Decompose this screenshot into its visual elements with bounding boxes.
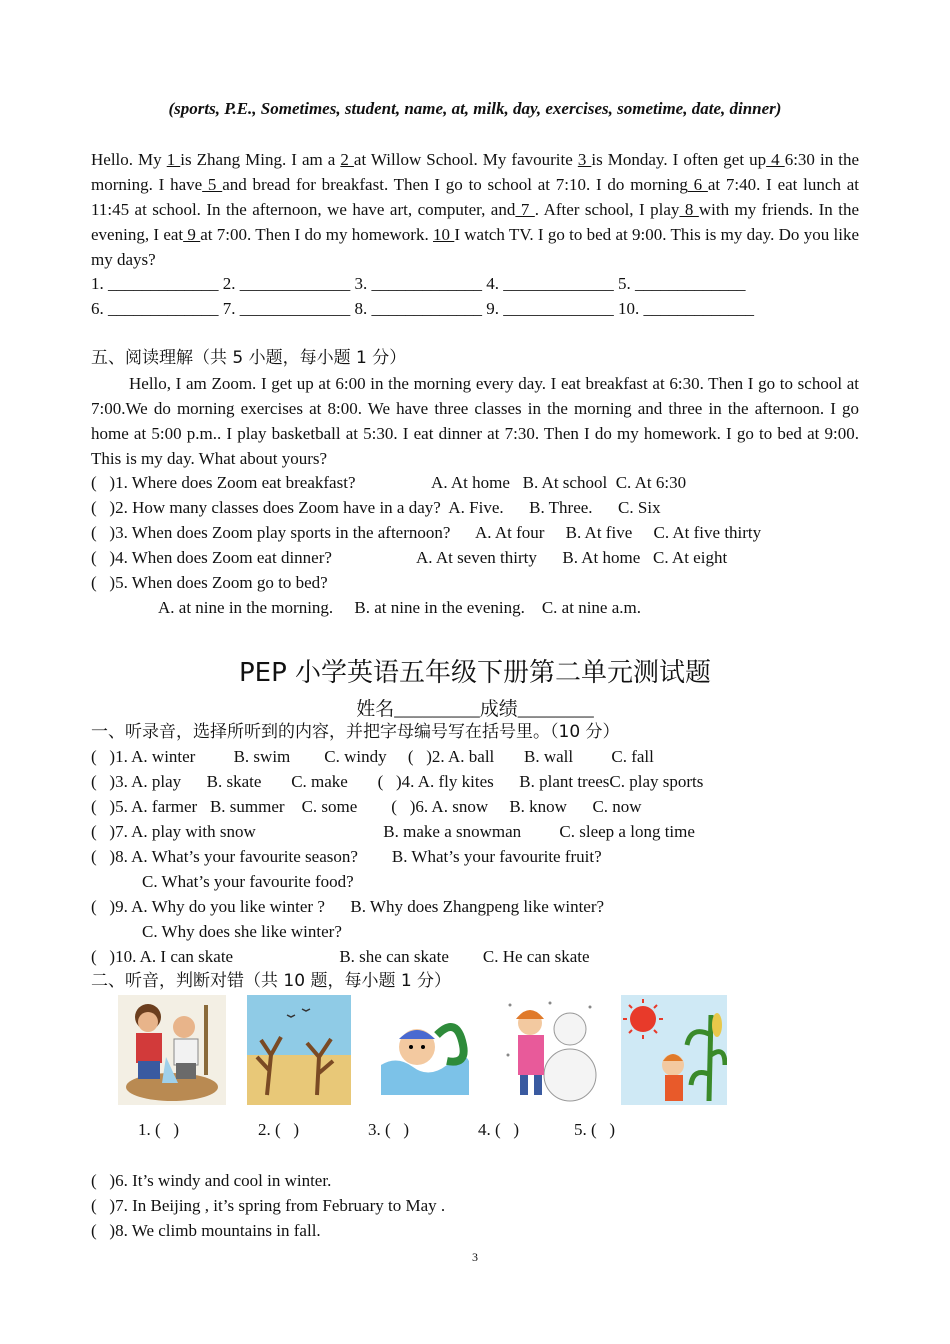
kids-planting-tree-image bbox=[118, 995, 226, 1105]
listening1-heading: 一、听录音，选择所听到的内容，并把字母编号写在括号里。（10 分） bbox=[91, 722, 620, 742]
judge-q8[interactable]: ( )8. We climb mountains in fall. bbox=[91, 1221, 321, 1240]
reading-q1[interactable]: ( )1. Where does Zoom eat breakfast? A. At home B. At school C. At 6:30 bbox=[91, 473, 687, 492]
reading-q2[interactable]: ( )2. How many classes does Zoom have in a day? A. Five. B. Three. C. Six bbox=[91, 498, 661, 517]
listening2-heading: 二、听音，判断对错（共 10 题，每小题 1 分） bbox=[91, 971, 452, 991]
blank-2: 2 bbox=[340, 150, 354, 169]
pic-label-4[interactable]: 4. ( ) bbox=[478, 1120, 520, 1139]
blank-3: 3 bbox=[577, 150, 592, 169]
listen-q10[interactable]: ( )10. A. I can skate B. she can skate C. He can skate bbox=[91, 947, 590, 966]
boy-swimming-image bbox=[377, 995, 469, 1105]
word-bank: (sports, P.E., Sometimes, student, name, at, milk, day, exercises, sometime, date, dinner) bbox=[168, 99, 782, 118]
reading-q4[interactable]: ( )4. When does Zoom eat dinner? A. At seven thirty B. At home C. At eight bbox=[91, 548, 728, 567]
reading-q3[interactable]: ( )3. When does Zoom play sports in the afternoon? A. At four B. At five C. At five thirty bbox=[91, 523, 762, 542]
reading-passage: Hello, I am Zoom. I get up at 6:00 in the morning every day. I eat breakfast at 6:30. Then I go to school at 7:00.We do morning exercises at 8:00. We have three classes in the morning and three in the afternoon. I go home at 5:00 p.m.. I play basketball at 5:30. I eat dinner at 7:30. Then I do my homework. I go to bed at 9:00. This is my day. What about yours? bbox=[91, 374, 859, 468]
answer-row-2[interactable]: 6. _____________ 7. _____________ 8. _____________ 9. _____________ 10. _____________ bbox=[91, 299, 754, 318]
girl-snowman-image bbox=[500, 995, 600, 1105]
cloze-passage: Hello. My 1 is Zhang Ming. I am a 2 at Willow School. My favourite 3 is Monday. I often get up 4 6:30 in the morning. I have 5 and bread for breakfast. Then I go to school at 7:10. I do morning 6 at 7:40. I eat lunch at 11:45 at school. In the afternoon, we have art, computer, and 7 . After school, I play 8 with my friends. In the evening, I eat 9 at 7:00. Then I do my homework. 10 I watch TV. I go to bed at 9:00. This is my day. Do you like my days? bbox=[91, 150, 860, 269]
blank-5: 5 bbox=[202, 175, 223, 194]
listen-q9[interactable]: ( )9. A. Why do you like winter ? B. Why does Zhangpeng like winter? bbox=[91, 897, 605, 916]
blank-7: 7 bbox=[515, 200, 535, 219]
listen-q3-4[interactable]: ( )3. A. play B. skate C. make ( )4. A. fly kites B. plant treesC. play sports bbox=[91, 772, 704, 791]
pic-label-3[interactable]: 3. ( ) bbox=[368, 1120, 410, 1139]
blank-8: 8 bbox=[679, 200, 699, 219]
listen-q5-6[interactable]: ( )5. A. farmer B. summer C. some ( )6. A. snow B. know C. now bbox=[91, 797, 642, 816]
listen-q8[interactable]: ( )8. A. What’s your favourite season? B. What’s your favourite fruit? bbox=[91, 847, 602, 866]
blank-9: 9 bbox=[183, 225, 201, 244]
reading-heading: 五、阅读理解（共 5 小题，每小题 1 分） bbox=[91, 348, 407, 368]
judge-q6[interactable]: ( )6. It’s windy and cool in winter. bbox=[91, 1171, 332, 1190]
blank-1: 1 bbox=[166, 150, 181, 169]
page-number: 3 bbox=[472, 1250, 478, 1264]
pic-label-2[interactable]: 2. ( ) bbox=[258, 1120, 300, 1139]
reading-q5[interactable]: ( )5. When does Zoom go to bed? bbox=[91, 573, 328, 592]
listen-q7[interactable]: ( )7. A. play with snow B. make a snowman C. sleep a long time bbox=[91, 822, 695, 841]
name-score-line[interactable]: 姓名_________成绩________ bbox=[356, 699, 594, 720]
answer-row-1[interactable]: 1. _____________ 2. _____________ 3. _____________ 4. _____________ 5. _____________ bbox=[91, 274, 746, 293]
reading-q5-options: A. at nine in the morning. B. at nine in the evening. C. at nine a.m. bbox=[158, 598, 641, 617]
listen-q8-option-c: C. What’s your favourite food? bbox=[91, 872, 354, 891]
sun-corn-boy-image bbox=[621, 995, 727, 1105]
pic-label-5[interactable]: 5. ( ) bbox=[574, 1120, 616, 1139]
blank-10: 10 bbox=[433, 225, 455, 244]
blank-6: 6 bbox=[687, 175, 708, 194]
test-title: PEP 小学英语五年级下册第二单元测试题 bbox=[238, 658, 712, 688]
bare-trees-image bbox=[247, 995, 351, 1105]
listen-q9-option-c: C. Why does she like winter? bbox=[91, 922, 342, 941]
judge-q7[interactable]: ( )7. In Beijing , it’s spring from February to May . bbox=[91, 1196, 446, 1215]
listen-q1-2[interactable]: ( )1. A. winter B. swim C. windy ( )2. A. ball B. wall C. fall bbox=[91, 747, 654, 766]
blank-4: 4 bbox=[766, 150, 785, 169]
pic-label-1[interactable]: 1. ( ) bbox=[138, 1120, 180, 1139]
